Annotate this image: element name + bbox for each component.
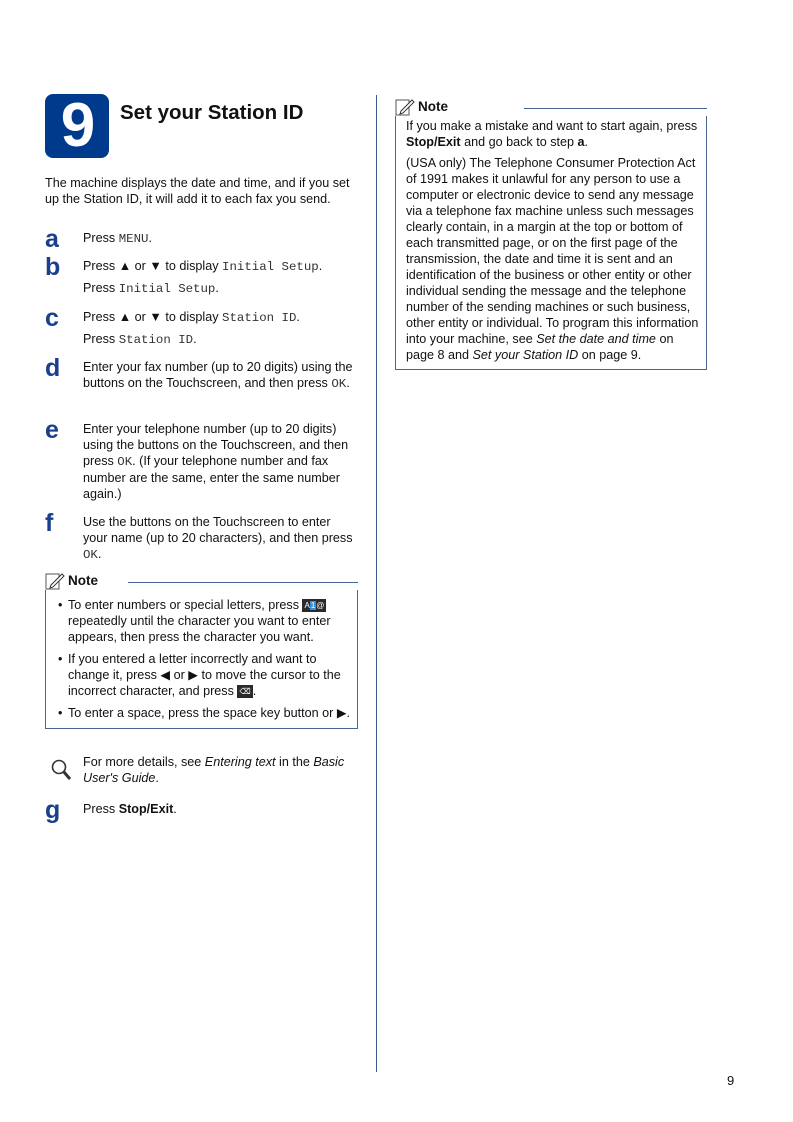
note-bullet: • To enter numbers or special letters, press A1@ repeatedly until the character you want to enter appears, then press the character you want.: [46, 597, 351, 645]
step-instruction: Press ▲ or ▼ to display Station ID.: [83, 310, 300, 325]
step-instruction: Press Station ID.: [83, 332, 197, 347]
step-letter: b: [45, 253, 61, 281]
page-title: Set your Station ID: [120, 101, 304, 124]
intro-text: The machine displays the date and time, and if you set up the Station ID, it will add it to each fax you send.: [45, 176, 350, 206]
lcd-button-label: OK: [117, 455, 133, 469]
backspace-key-icon: ⌫: [239, 687, 251, 697]
note-bullet: • If you entered a letter incorrectly and want to change it, press ◀ or ▶ to move the cursor to the incorrect character, and press ⌫ .: [46, 651, 351, 699]
step-letter: f: [45, 509, 54, 537]
step-number-badge: 9: [45, 94, 109, 158]
magnifier-icon: [50, 758, 72, 782]
lcd-button-label: MENU: [118, 232, 149, 246]
step-letter: e: [45, 416, 59, 444]
note-heading-text: Note: [68, 573, 98, 588]
page-number: 9: [727, 1073, 735, 1088]
step-instruction: Use the buttons on the Touchscreen to enter your name (up to 20 characters), and then press OK.: [83, 515, 353, 562]
note-paragraph: If you make a mistake and want to start again, press Stop/Exit and go back to step a.: [406, 119, 698, 149]
lcd-button-label: Station ID: [222, 311, 297, 325]
lcd-button-label: OK: [83, 548, 98, 562]
step-d: [83, 359, 358, 397]
note-box-left: [45, 572, 358, 729]
step-a: [83, 230, 358, 252]
note-box-right: [395, 98, 707, 370]
step-c: [83, 309, 358, 353]
step-letter: a: [45, 225, 59, 253]
lcd-button-label: OK: [331, 377, 347, 391]
step-letter: g: [45, 796, 61, 824]
hardware-key-label: Stop/Exit: [118, 802, 174, 816]
note-body: [45, 590, 358, 729]
note-heading-text: Note: [418, 99, 448, 114]
column-divider: [376, 95, 377, 1072]
step-g: [83, 801, 358, 822]
note-pencil-icon: [395, 98, 415, 116]
step-instruction: Press MENU.: [83, 231, 152, 246]
note-bullet: • To enter a space, press the space key button or ▶.: [46, 705, 351, 721]
lcd-button-label: Initial Setup: [118, 282, 216, 296]
lcd-button-label: Initial Setup: [222, 260, 319, 274]
step-instruction: Enter your fax number (up to 20 digits) using the buttons on the Touchscreen, and then press OK.: [83, 360, 353, 391]
step-instruction: Enter your telephone number (up to 20 digits) using the buttons on the Touchscreen, and then press OK. (If your telephone number and fax number are the same, enter the same number again.): [83, 422, 349, 501]
step-letter: d: [45, 354, 61, 382]
reference-text: For more details, see Entering text in the Basic User's Guide.: [83, 755, 345, 785]
note-paragraph: (USA only) The Telephone Consumer Protection Act of 1991 makes it unlawful for any person to use a computer or electronic device to send any message via a telephone fax machine unless such messages clearly contain, in a margin at the top or bottom of each transmitted page, or on the first page of the transmission, the date and time it is sent and an identification of the business or other entity or other individual sending the message and the telephone number of the sending machines or such business, other entity or individual. To program this information into your machine, see Set the date and time on page 8 and Set your Station ID on page 9.: [406, 156, 699, 362]
abc-123-key-icon: A1@: [304, 601, 325, 611]
step-e: [83, 421, 358, 507]
step-letter: c: [45, 304, 59, 332]
note-heading: [45, 572, 98, 590]
step-f: [83, 514, 358, 568]
step-b: [83, 258, 358, 302]
note-body: [395, 116, 707, 370]
step-instruction: Press Stop/Exit.: [83, 802, 177, 816]
note-pencil-icon: [45, 572, 65, 590]
step-instruction: Press ▲ or ▼ to display Initial Setup.: [83, 259, 323, 274]
step-instruction: Press Initial Setup.: [83, 281, 219, 296]
note-heading: [395, 98, 448, 116]
lcd-button-label: Station ID: [118, 333, 194, 347]
